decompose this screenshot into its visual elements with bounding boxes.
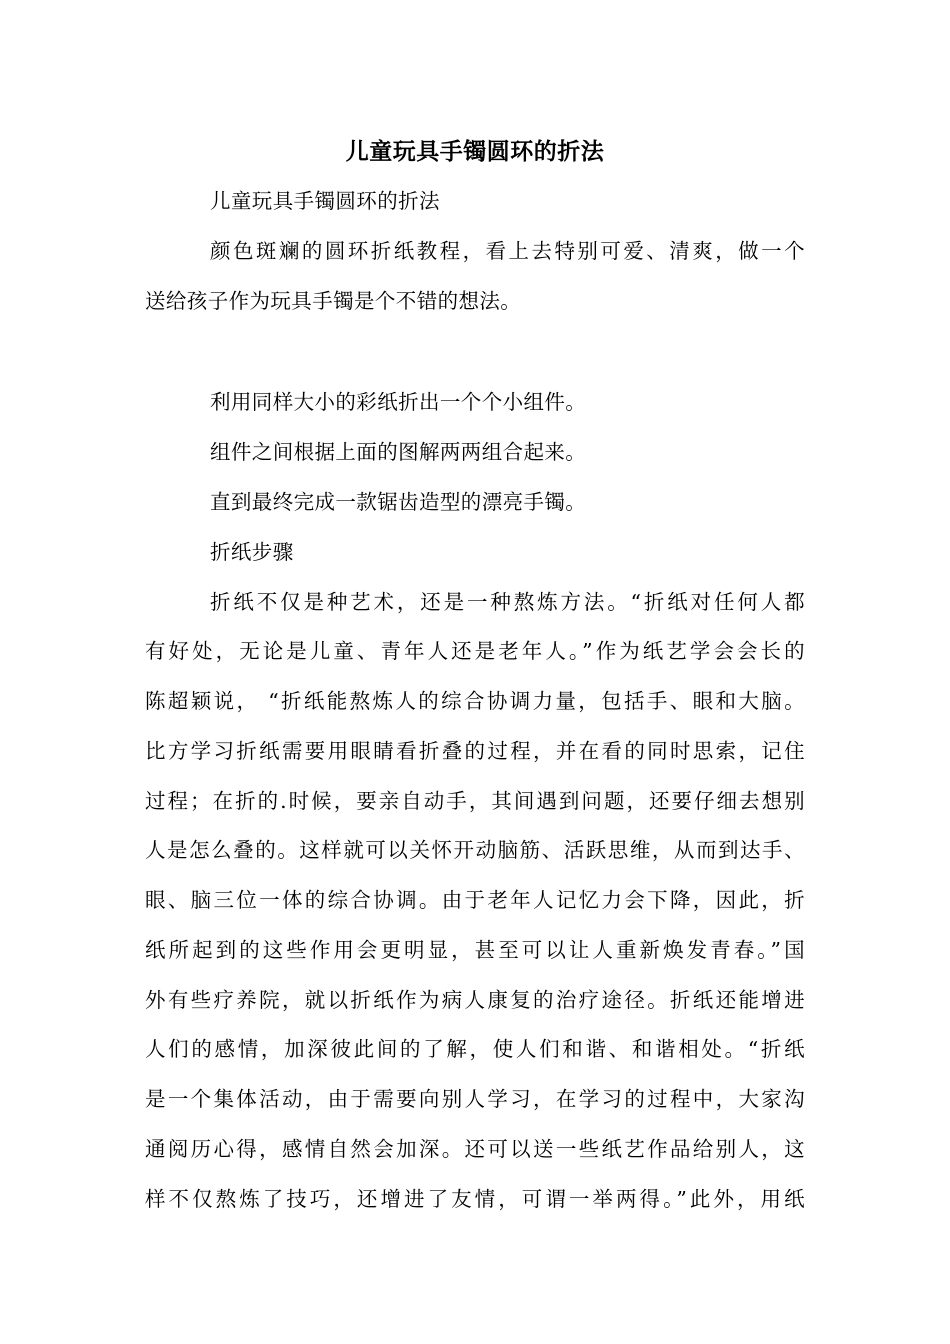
paragraph-line: 直到最终完成一款锯齿造型的漂亮手镯。 — [210, 490, 587, 514]
paragraph-line: 人是怎么叠的。这样就可以关怀开动脑筋、活跃思维，从而到达手、 — [145, 838, 805, 862]
paragraph-line: 过程；在折的.时候，要亲自动手，其间遇到问题，还要仔细去想别 — [145, 789, 805, 813]
paragraph-line: 颜色斑斓的圆环折纸教程，看上去特别可爱、清爽，做一个 — [210, 239, 805, 263]
subtitle-line: 儿童玩具手镯圆环的折法 — [210, 189, 440, 213]
paragraph-line: 通阅历心得，感情自然会加深。还可以送一些纸艺作品给别人，这 — [145, 1137, 805, 1161]
paragraph-line: 外有些疗养院，就以折纸作为病人康复的治疗途径。折纸还能增进 — [145, 988, 805, 1012]
paragraph-line: 人们的感情，加深彼此间的了解，使人们和谐、和谐相处。“折纸 — [145, 1037, 805, 1061]
paragraph-line: 是一个集体活动，由于需要向别人学习，在学习的过程中，大家沟 — [145, 1087, 805, 1111]
paragraph-line: 送给孩子作为玩具手镯是个不错的想法。 — [145, 289, 522, 313]
paragraph-line: 比方学习折纸需要用眼睛看折叠的过程，并在看的同时思索，记住 — [145, 739, 805, 763]
paragraph-line: 纸所起到的这些作用会更明显，甚至可以让人重新焕发青春。”国 — [145, 938, 805, 962]
paragraph-line: 有好处，无论是儿童、青年人还是老年人。”作为纸艺学会会长的 — [145, 639, 805, 663]
paragraph-line: 眼、脑三位一体的综合协调。由于老年人记忆力会下降，因此，折 — [145, 888, 805, 912]
paragraph-line: 利用同样大小的彩纸折出一个个小组件。 — [210, 390, 587, 414]
paragraph-line: 折纸不仅是种艺术，还是一种熬炼方法。“折纸对任何人都 — [210, 590, 805, 614]
section-heading: 折纸步骤 — [210, 540, 294, 564]
paragraph-line: 组件之间根据上面的图解两两组合起来。 — [210, 440, 587, 464]
paragraph-line: 样不仅熬炼了技巧，还增进了友情，可谓一举两得。”此外，用纸 — [145, 1187, 805, 1211]
document-title: 儿童玩具手镯圆环的折法 — [345, 138, 605, 165]
paragraph-line: 陈超颖说， “折纸能熬炼人的综合协调力量，包括手、眼和大脑。 — [145, 689, 805, 713]
